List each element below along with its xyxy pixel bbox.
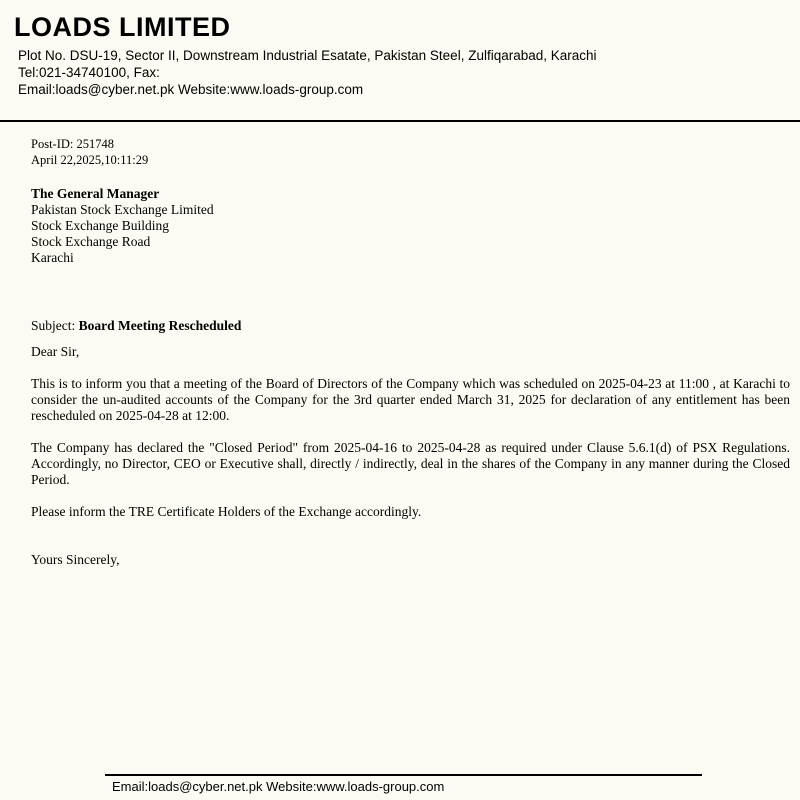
recipient-block [31, 186, 790, 266]
company-tel-fax: Tel:021-34740100, Fax: [18, 65, 160, 80]
recipient-line-4: Karachi [31, 250, 74, 265]
footer [105, 774, 702, 794]
recipient-title: The General Manager [31, 186, 160, 201]
recipient-line-1: Pakistan Stock Exchange Limited [31, 202, 214, 217]
company-address: Plot No. DSU-19, Sector II, Downstream Industrial Esatate, Pakistan Steel, Zulfiqarabad, Karachi [18, 48, 597, 63]
recipient-line-2: Stock Exchange Building [31, 218, 169, 233]
subject-row [31, 318, 790, 334]
letterhead [0, 0, 800, 122]
recipient-line-3: Stock Exchange Road [31, 234, 151, 249]
letter-datetime: April 22,2025,10:11:29 [31, 153, 149, 167]
letterhead-spacer [14, 98, 786, 120]
company-contact: Email:loads@cyber.net.pk Website:www.loads-group.com [18, 82, 364, 97]
closing: Yours Sincerely, [31, 552, 120, 567]
company-name: LOADS LIMITED [14, 12, 231, 42]
subject-text: Board Meeting Rescheduled [78, 318, 242, 333]
post-id: Post-ID: 251748 [31, 137, 114, 151]
subject-label: Subject: [31, 318, 76, 333]
letter-body [0, 122, 800, 568]
paragraph-reschedule: This is to inform you that a meeting of the Board of Directors of the Company which was scheduled on 2025-04-23 at 11:00 , at Karachi to consider the un-audited accounts of the Company for the 3rd quarter ended March 31, 2025 for declaration of any entitlement has been rescheduled on 2025-04-28 at 12:00. [31, 376, 790, 423]
footer-contact: Email:loads@cyber.net.pk Website:www.loads-group.com [112, 779, 445, 794]
paragraph-tre-notice: Please inform the TRE Certificate Holders of the Exchange accordingly. [31, 504, 422, 519]
salutation: Dear Sir, [31, 344, 80, 359]
paragraph-closed-period: The Company has declared the "Closed Period" from 2025-04-16 to 2025-04-28 as required under Clause 5.6.1(d) of PSX Regulations. Accordingly, no Director, CEO or Executive shall, directly / indirectly, deal in the shares of the Company in any manner during the Closed Period. [31, 440, 790, 487]
